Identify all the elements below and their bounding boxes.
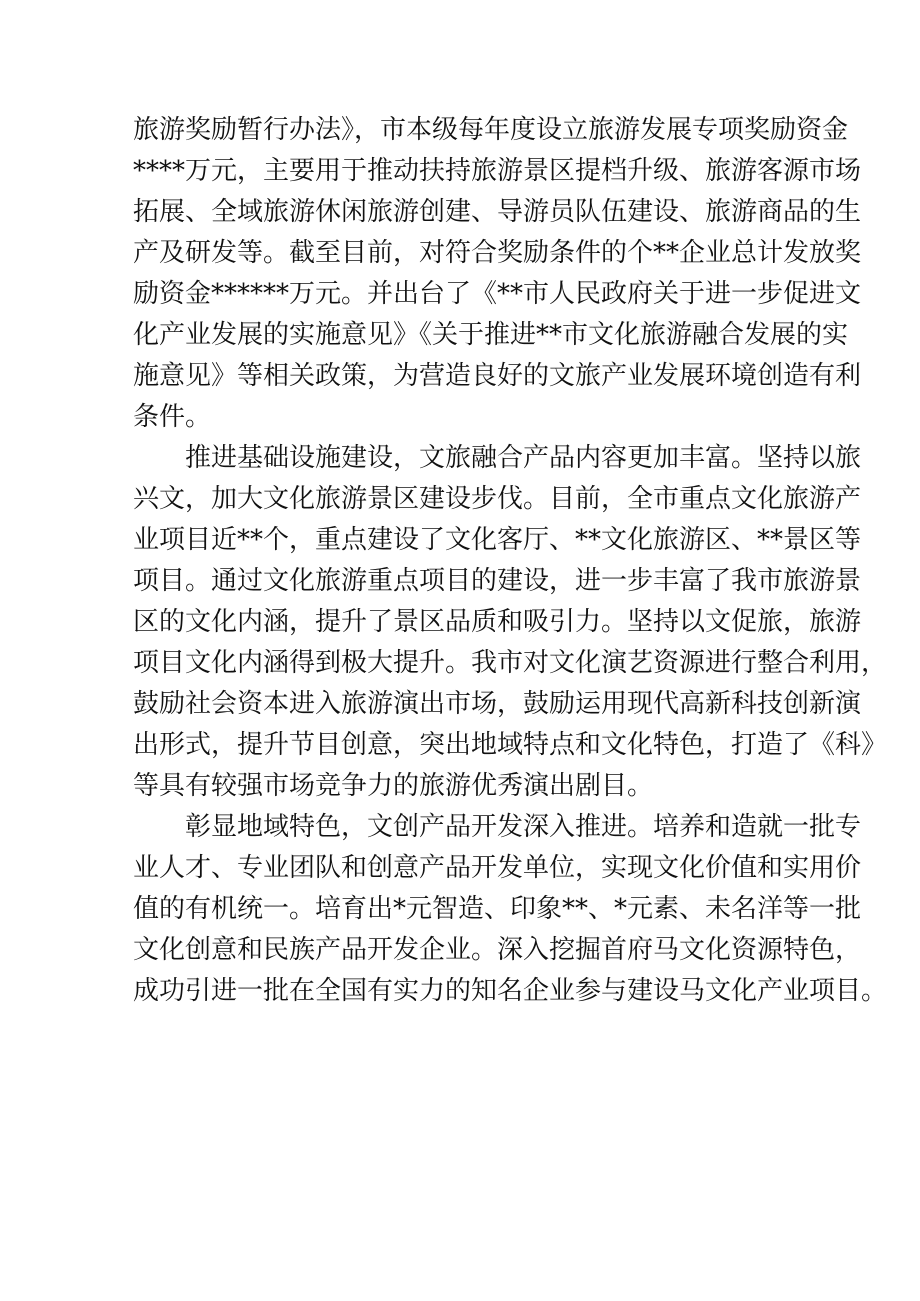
- paragraph-line: 励资金******万元。并出台了《**市人民政府关于进一步促进文: [133, 279, 862, 309]
- paragraph-line: 彰显地域特色，文创产品开发深入推进。培养和造就一批专: [185, 812, 862, 842]
- paragraph-line: 成功引进一批在全国有实力的知名企业参与建设马文化产业项目。: [133, 976, 888, 1006]
- paragraph-line: 项目。通过文化旅游重点项目的建设，进一步丰富了我市旅游景: [133, 566, 862, 596]
- paragraph-line: 等具有较强市场竞争力的旅游优秀演出剧目。: [133, 771, 654, 801]
- paragraph-line: 兴文，加大文化旅游景区建设步伐。目前，全市重点文化旅游产: [133, 484, 862, 514]
- document-body: [133, 110, 888, 1012]
- paragraph-1: [133, 110, 862, 438]
- paragraph-line: 推进基础设施建设，文旅融合产品内容更加丰富。坚持以旅: [185, 443, 862, 473]
- paragraph-line: 业项目近**个，重点建设了文化客厅、**文化旅游区、**景区等: [133, 525, 862, 555]
- paragraph-line: 项目文化内涵得到极大提升。我市对文化演艺资源进行整合利用，: [133, 648, 888, 678]
- paragraph-line: 拓展、全域旅游休闲旅游创建、导游员队伍建设、旅游商品的生: [133, 197, 862, 227]
- paragraph-line: 产及研发等。截至目前，对符合奖励条件的个**企业总计发放奖: [133, 238, 862, 268]
- paragraph-line: ****万元，主要用于推动扶持旅游景区提档升级、旅游客源市场: [133, 156, 862, 186]
- paragraph-2: [133, 438, 888, 807]
- paragraph-line: 鼓励社会资本进入旅游演出市场，鼓励运用现代高新科技创新演: [133, 689, 862, 719]
- paragraph-line: 旅游奖励暂行办法》，市本级每年度设立旅游发展专项奖励资金: [133, 115, 849, 145]
- paragraph-3: [133, 807, 888, 1012]
- paragraph-line: 条件。: [133, 402, 212, 432]
- paragraph-line: 业人才、专业团队和创意产品开发单位，实现文化价值和实用价: [133, 853, 862, 883]
- paragraph-line: 出形式，提升节目创意，突出地域特点和文化特色，打造了《科》: [133, 730, 888, 760]
- paragraph-line: 施意见》等相关政策，为营造良好的文旅产业发展环境创造有利: [133, 361, 862, 391]
- paragraph-line: 值的有机统一。培育出*元智造、印象**、*元素、未名洋等一批: [133, 894, 862, 924]
- paragraph-line: 文化创意和民族产品开发企业。深入挖掘首府马文化资源特色，: [133, 935, 862, 965]
- paragraph-line: 化产业发展的实施意见》《关于推进**市文化旅游融合发展的实: [133, 320, 849, 350]
- paragraph-line: 区的文化内涵，提升了景区品质和吸引力。坚持以文促旅，旅游: [133, 607, 862, 637]
